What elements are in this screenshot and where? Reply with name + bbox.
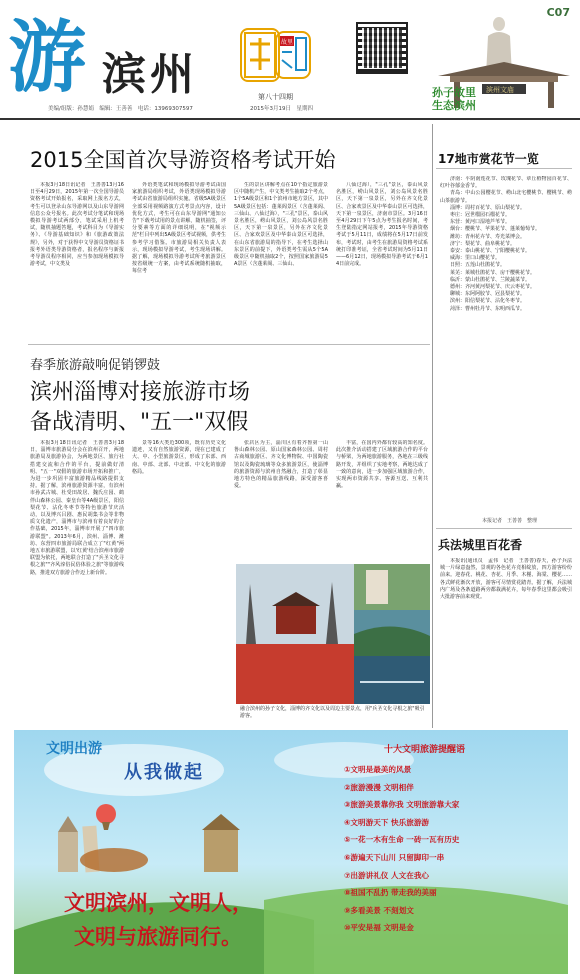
sidebar-divider [432,124,433,728]
sidebar-item: 德州：齐河黄河梨花节、庆云枣花节。 [450,284,536,291]
banner-rules [344,742,560,937]
article2-title-line-2: 备战清明、"五一"双假 [30,410,249,435]
svg-text:故里: 故里 [281,39,294,46]
article1-col1: 本报3月18日讯记者 王善善13月16日至4月29日，2015年第一次全国导游员资格考试开始报名，采取网上报名方式，考生可以登录山东导游网以及山东导游网信息公众号报名。此次考试分笔试和现场模拟导游考试两部分，笔试采用上机考试，随机抽题答题，考试科目为《导游实务》、《导游基础知识》和《旅游政策法规》，另外，对于获得中文导游员资格证书报考外语类导游资格者，报名程序与新报考导游员程序相同，应当参加现场模拟导游考试，中文类及 [30,182,124,268]
issue-number: 第八十四期 [258,93,293,101]
masthead-title: 滨州 [102,49,198,100]
article2-photo-collage [236,564,430,704]
article2-title [30,378,250,438]
banner-rule-item: ⑦出游讲礼仪 人文在我心 [344,870,430,880]
article2-col3: 张店区为主，淄川区有着齐鲁第一山鲁山森林公园、原山国家森林公园、周村古商城旅游区、齐文化博物院、中国陶瓷馆以及陶瓷琉璃等众多旅游景区，使淄博的旅游资源与滨州自然融合，打造了彰显地方特色的精品旅游线路，深受游客喜爱。 [234,440,328,490]
sidebar-item: 聊城：东阿阿胶节、冠县梨花节。 [450,291,526,298]
sidebar-item: 菏泽：曹州牡丹节、东明西瓜节。 [450,305,526,312]
banner-rule-item: ①文明是最美的风景 [344,765,412,774]
sidebar2-title: 兵法城里百花香 [438,538,523,552]
banner-rule-item: ⑥游遍天下山川 只留脚印一串 [344,852,445,862]
article1-divider [28,344,430,345]
article2-col1: 本报3月18日讯记者 王善善3月18日，淄博市旅游局分会在滨州召开，两地旅游局及旅游协会，为两地景区、旅行社搭建交流和合作的平台，提前做好清明、"五一"双假的旅游市场开拓和推广，为进一步巩固丰富旅游精品线路提供支持。据了解，滨州旅游资源丰富，有滨州市孙武古城、杜受田故居、魏氏庄园、鹤伴山森林公园、秦皇台等4A级景区，阳信梨花节、沾化冬枣节等特色旅游节庆活动，以及博兴吕剧、惠民胡集书会等非物质文化遗产，淄博市与滨州有着良好的合作基础，2015年，淄博市开展了"四市旅游联盟"。2013年6月，滨州、淄博、潍坊、东营四市旅游局联合成立了"红黄"两地五市旅游联盟，以'红黄'结合滨州市旅游联盟为依托，两地联合打造了"兵圣文化寻根之旅""齐风淳俗民俗体验之旅"等旅游线路，推进双方旅游合作迈上新台阶。 [30,440,124,576]
banner-main-line-1: 文明滨州，文明人， [64,891,253,915]
sidebar-title: 17地市赏花节一览 [438,152,539,166]
slogan-line-1: 孙子故里 [432,86,476,99]
you-calligraphy-logo [6,12,98,92]
sidebar2-body: 本报讯(通讯员 孟伟 记者 王善善)春天，孙子兵法城一片绿意盎然，景观的各色花卉竞相绽放，四方游客纷纷前来。迎春花、桃花、杏花、月季、木槿、海棠、樱花……各式鲜花渐次开放，游客可尽情赏花踏青。据了解，兵法城内广场及各条道路两旁都栽满花卉，每年春季这里都会吸引大批游客前来观赏。 [440,558,572,601]
issue-date: 2015年3月19日 星期四 [250,106,313,112]
banner-rules-title: 十大文明旅游提醒语 [384,745,466,755]
sidebar-item: 青岛：中山公园樱花节、崂山北宅樱桃节、樱桃节、崂山茶旅游节。 [440,190,572,204]
banner-rule-item: ⑨多看美景 不刻划文 [344,905,414,915]
sidebar-item: 临沂：蒙山杜鹃花节、兰陵蔬菜节。 [450,276,531,283]
banner-rule-item: ③旅游美景靠你我 文明旅游靠大家 [344,800,460,810]
civilized-travel-banner [14,730,568,974]
article2-kicker: 春季旅游敲响促销锣鼓 [30,358,161,373]
article2-col2: 景等16大类近300项，既有历史文化遗迹，又有自然旅游资源，现在已建成了大、中、小型旅游景区，形成了东部、西南、中部、北部、中北部、中文化的旅游格局。 [132,440,226,475]
banner-rule-item: ④文明游天下 快乐旅游游 [344,817,430,827]
banner-rule-item: ⑤一花一木有生命 一砖一瓦有历史 [344,835,460,845]
sidebar-item: 莱芜：莱城杜鹃花节、房干樱桃花节。 [450,269,536,276]
slogan [432,86,476,112]
photo-caption: 融合滨州的孙子文化，淄博的齐文化以及周边主要景点，用"兵圣文化寻根之旅"吸引游客。 [240,706,425,719]
article2-title-line-1: 滨州淄博对接旅游市场 [30,380,251,405]
sidebar-item: 济南：平阴南莲花节、玫瑰花节、章丘植物园百花节、红叶谷郁金香节。 [440,176,572,190]
slogan-line-2: 生态滨州 [432,99,476,112]
banner-rule-item: ②旅游漫漫 文明相伴 [344,782,414,792]
page-code: C07 [546,6,570,19]
sidebar-title-rule [436,168,572,169]
banner-rule-item: ⑧祖国不乱扔 带走我的美丽 [344,888,437,898]
banner-slogan-big: 从我做起 [124,762,204,783]
banner-rule-item: ⑩平安是福 文明是金 [344,923,414,933]
sidebar-item: 烟台：樱桃节、苹果花节、蓬莱葡萄节。 [450,226,541,233]
sidebar-list [440,176,572,512]
editor-line: 美编/组版：孙慧娟 编辑：王善善 电话：13969307597 [48,106,193,112]
sidebar-item: 东营：黄河口湿地芦苇节。 [450,219,511,226]
banner-main-slogan [64,886,253,954]
article1-col4: 八仙过海），"三孔"景区，泰山风景名胜区，崂山风景区，刘公岛风景名胜区，天下第一泉景区，另外在齐文化景区、合家欢景区及中华泰山景区可选择，天下第一泉景区，济南市景区。3月16日至4月29日下午5点为考生报名时间，考生登陆指定网站报考，2015年导游资格考试于5月11日，成绩将在5月17日前发布，考试时，由考生在旅游局资格考试系统打印准考证，全省考试时间为5月11日——6月12日，现场模拟导游考试于6月14日前完成。 [336,182,428,268]
sidebar-item: 潍坊：青州花卉节、寿光菜博会。 [450,233,526,240]
you-char: 游 [8,12,87,92]
sidebar-item: 日照：五莲山杜鹃花节。 [450,262,506,269]
sidebar-divider-2 [436,528,572,529]
banner-main-line-2: 文明与旅游同行。 [74,925,242,949]
article2-col4: 丰富，在国内外都有较高的知名度。此次推介活动搭建了区域旅游合作的平台与桥梁，为两地旅游服务，各地在三级线路开发，并组织了实地考察，两地达成了一致的意向，进一步加强区域旅游合作，实现两市资源共享、客源互送、互利共赢。 [336,440,428,490]
gate-plaque: 滨州文庙 [486,86,514,94]
sidebar-note: 本报记者 王善善 整理 [482,518,538,524]
article1-title: 2015全国首次导游资格考试开始 [30,148,336,172]
seal-logo-2 [274,30,312,80]
qr-code [356,22,408,74]
article1-col2: 外语类笔试和现场模拟导游考试由国家旅游局组织考试，外语类现场模拟导游考试由省旅游局组织实施。省级5A级景区全部采用视频路演方式考景点内容，设计优化方式，考生可在山东导游网"通知公告"下载考试用的景点讲解，随机抽签，评分要素等方面的详细说明，在"视频示范"栏目中列出5A级景区考试视频，供考生参考学习借鉴。市旅游局相关负责人表示，现场模拟导游考试，考生现场讲解。据了解，现场模拟导游考试所考旅游景区按省级统一方案，由考试系统随机抽取，每位考 [132,182,226,275]
banner-slogan-small: 文明出游 [46,741,102,757]
sidebar-item: 泰安：泰山桃花节、宁阳樱桃花节。 [450,248,531,255]
article1-col3: 生的景区讲解考点在10个指定旅游景区中随机产生，中文类考生抽取2个考点，1个5A级景区和1个滨州市地方景区，其中5A级景区包括：蓬莱阁景区（含蓬莱阁、三仙山、八仙过海），"三孔"景区，泰山风景名胜区，崂山风景区，刘公岛风景名胜区，天下第一泉景区，另外在齐文化景区、合家欢景区及中华泰山景区可选择，在山东省旅游局的指导下，在考生选择山东景区的前提下，外语类考生需从5个5A级景区中随机抽取2个，按照国家旅游局5A景区（含蓬莱阁、三仙山、 [234,182,328,268]
masthead-rule [0,118,580,120]
sidebar-item: 威海：里口山樱花节。 [450,255,501,262]
sidebar-item: 枣庄：冠世榴园石榴花节。 [450,212,511,219]
sidebar-item: 滨州：阳信梨花节、沾化冬枣节。 [450,298,526,305]
sidebar-item: 济宁：梨花节、曲阜桃花节。 [450,240,516,247]
masthead [0,0,580,118]
sidebar-item: 淄博：周村百花节、原山梨花节。 [450,204,526,211]
